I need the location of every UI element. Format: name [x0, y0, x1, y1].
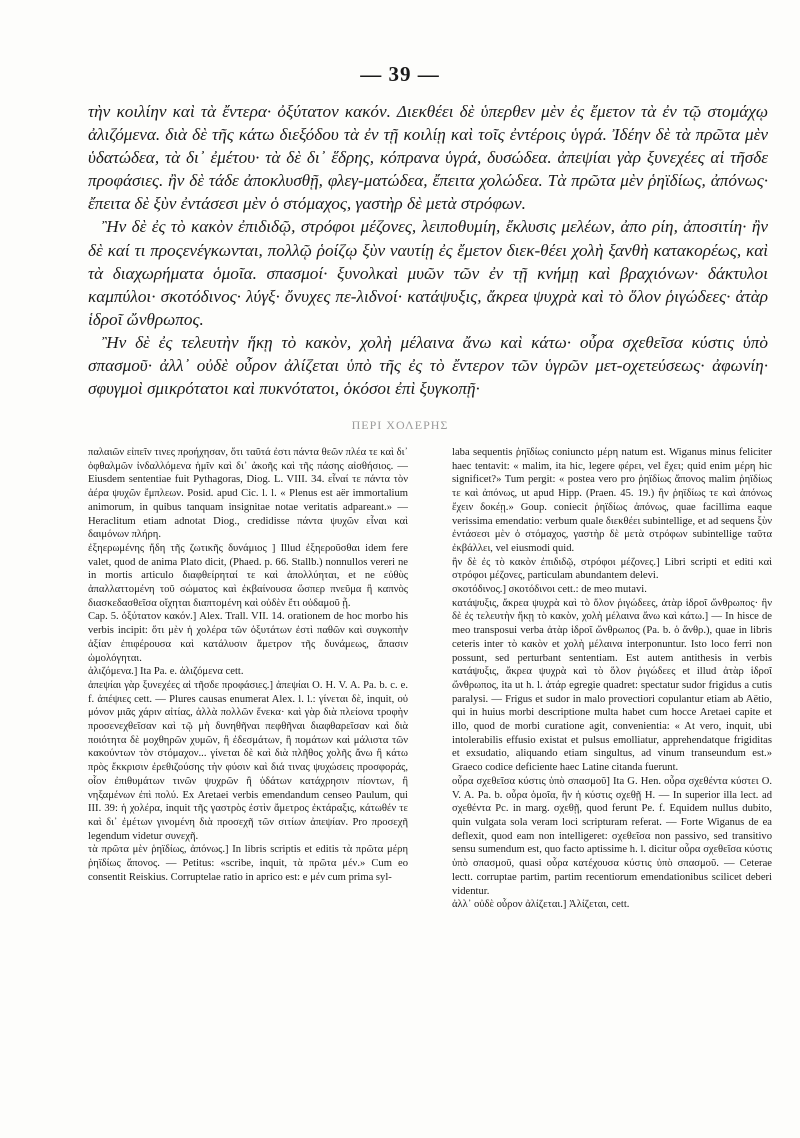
page-number: — 39 —	[360, 62, 440, 86]
note-paragraph: ἀπεψίαι γὰρ ξυνεχέες αἱ τῆσδε προφάσιες.] ἀπεψίαι O. H. V. A. Pa. b. c. e. f. ἀπέψιες cett. — Plures causas enumerat Alex. l. l.: γίνεται δὲ, inquit, οὐ μόνον μιᾶς χάριν αἰτίας, ἀλλὰ πολλῶν ἕνεκα· καὶ γὰρ διὰ πλείονα τροφὴν προσενεχθεῖσαν καὶ τῷ μὴ δυνηθῆναι πεφθῆναι διαφθαρεῖσαν καὶ διὰ ποιότητα δὲ μοχθηρῶν χυμῶν, ἢ ἐδεσμάτων, ἢ πομάτων καὶ μάλιστα τῶν κακούντων τὸν στόμαχον... γίνεται δὲ καὶ διὰ πλῆθος χολῆς ἄνω ἢ κάτω πρὸς ἔκκρισιν ἐρεθιζούσης τὴν φύσιν καὶ διά τινας ψυχώσεις προσφοράς, οἷον ἐπιθυμάτων τινῶν ψυχρῶν ἢ ὑδάτων κατάχρησιν πίοντων, ἢ νηξαμένων ἐπὶ πολύ. Ex Aretaei verbis emendandum censeo Paulum, qui III. 39: ἡ χολέρα, inquit τῆς γαστρὸς ἐστὶν ἄμετρος ἐκτάραξις, κάτωθέν τε καὶ δι᾽ ἐμέτων γινομένη διὰ προσεχῆ τῶν σιτίων ἀπεψίαν. Pro προσεχῆ legendum videtur συνεχῆ.	[88, 679, 408, 842]
note-paragraph: Cap. 5. ὀξύτατον κακόν.] Alex. Trall. VII. 14. orationem de hoc morbo his verbis incipit: ὅτι μὲν ἡ χολέρα τῶν ὀξυτάτων ἐστὶ παθῶν καὶ συγκοπὴν ἀξίαν ἐπιφέρουσα καὶ κατάλυσιν ἄμετρον τῆς δυνάμεως, ἅπασιν ὡμολόγηται.	[88, 611, 408, 664]
note-paragraph: οὖρα σχεθεῖσα κύστις ὑπὸ σπασμοῦ] Ita G. Hen. οὖρα σχεθέντα κύστει O. V. A. Pa. b. οὖρα ὁμοῖα, ἢν ἡ κύστις σχεθῇ H. — In superior illa lect. ad σχεθέντα Pc. in marg. σχεθῇ, quod ferunt Pe. f. Equidem nullus dubito, quin vulgata sola veram loci scripturam referat. — Forte Wiganus de ea deflexit, quod eam non intelligeret: σχεθεῖσα non passivo, sed transitivo sensu sumendum est, quo facto aptissime h. l. dicitur οὖρα σχεθεῖσα κύστις ὑπὸ σπασμοῦ, quasi οὖρα κατέχουσα κύστις ὑπὸ σπασμοῦ. — Ceterae lectt. corruptae partim, partim recentiorum emendationibus scilicet deberi videntur.	[452, 775, 772, 897]
main-greek-text	[88, 100, 768, 430]
note-paragraph: ἀλλ᾽ οὐδὲ οὖρον ἀλίζεται.] Ἀλίζεται, cett.	[452, 899, 630, 911]
main-paragraph: Ἢν δὲ ἐς τελευτὴν ἥκῃ τὸ κακὸν, χολὴ μέλαινα ἄνω καὶ κάτω· οὖρα σχεθεῖσα κύστις ὑπὸ σπασμοῦ· ἀλλ᾽ οὐδὲ οὖρον ἀλίζεται ὑπὸ τῆς ἐς τὸ ἔντερον τῶν ὑγρῶν μετ-οχετεύσεως· ἀφωνίη· σφυγμοὶ σμικρότατοι καὶ πυκνότατοι, ὁκόσοι ἐπὶ ξυγκοπῇ·	[88, 332, 768, 399]
note-paragraph: τὰ πρῶτα μὲν ῥηϊδίως, ἀπόνως.] In libris scriptis et editis τὰ πρῶτα μέρη ῥηϊδίως ἄπονος. — Petitus: «scribe, inquit, τὰ πρῶτα μέν.» Cum eo consentit Reiskius. Corruptelae ratio in aprico est: e μέν cum prima syl-	[88, 844, 408, 883]
note-paragraph: παλαιῶν εἰπεῖν τινες προήχησαν, ὅτι ταῦτά ἐστι πάντα θεῶν πλέα τε καὶ δι᾽ ὀφθαλμῶν ἰνδαλλόμενα ἡμῖν καὶ δι᾽ ἀκοῆς καὶ τῆς πάσης αἰσθήσιος. — Eiusdem sententiae fuit Pythagoras, Diog. L. VIII. 34. εἶναί τε πάντα τὸν ἀέρα ψυχῶν ἔμπλεων. Posid. apud Cic. l. l. « Plenus est aër immortalium animorum, in quibus tanquam insignitae notae veritatis adpareant.» — Heraclitum etiam adnotat Diog., credidisse πάντα ψυχῶν εἶναι καὶ δαιμόνων πλήρη.	[88, 447, 408, 541]
bleed-through-text: ΠΕΡΙ ΧΟΛΕΡΗΣ	[351, 418, 449, 432]
main-paragraph: Ἢν δὲ ἐς τὸ κακὸν ἐπιδιδῷ, στρόφοι μέζονες, λειποθυμίη, ἔκλυσις μελέων, ἀπο ρίη, ἀποσιτίη· ἢν δὲ καί τι προςενέγκωνται, πολλῷ ῥοίζῳ ξὺν ναυτίῃ ἐς ἔμετον διεκ-θέει χολὴ ξανθὴ κατακορέως, καὶ τὰ διαχωρήματα ὁμοῖα. σπασμοί· ξυνολκαὶ μυῶν τῶν ἐν τῇ κνήμῃ καὶ βραχιόνων· δάκτυλοι καμπύλοι· σκοτόδινος· λύγξ· ὄνυχες πε-λιδνοί· κατάψυξις, ἄκρεα ψυχρὰ καὶ τὸ ὅλον ῥιγώδεες· ἀτὰρ ἱδροῖ ὤνθρωπος.	[88, 217, 768, 329]
note-paragraph: ἢν δὲ ἐς τὸ κακὸν ἐπιδιδῷ, στρόφοι μέζονες.] Libri scripti et editi καὶ στρόφοι μέζονες, particulam abundantem delevi.	[452, 556, 772, 582]
note-paragraph: ἐξηερωμένης ἤδη τῆς ζωτικῆς δυνάμιος ] Illud ἐξηεροῦσθαι idem fere valet, quod de anima Plato dicit, (Phaed. p. 66. Stallb.) nonnullos vereri ne in mortis articulo διαφθείρηταί τε καὶ ἀπολλύηται, et ne εὐθὺς ἀπαλλαττομένη τοῦ σώματος καὶ ἐκβαίνουσα ὥσπερ πνεῦμα ἢ καπνὸς διασκεδασθεῖσα οἴχηται διαπτομένη καὶ οὐδὲν ἔτι οὐδαμοῦ ᾖ.	[88, 542, 408, 609]
main-paragraph: τὴν κοιλίην καὶ τὰ ἔντερα· ὀξύτατον κακόν. Διεκθέει δὲ ὑπερθεν μὲν ἐς ἔμετον τὰ ἐν τῷ στομάχῳ ἀλιζόμενα. διὰ δὲ τῆς κάτω διεξόδου τὰ ἐν τῇ κοιλίῃ καὶ τοῖς ἐντέροις ὑγρά. Ἰδέην δὲ τὰ πρῶτα μὲν ὑδατώδεα, τὰ δι᾽ ἐμέτου· τὰ δὲ δι᾽ ἕδρης, κόπρανα ὑγρά, δυσώδεα. ἀπεψίαι γὰρ ξυνεχέες αἱ τῆσδε προφάσιες. ἢν δὲ τάδε ἀποκλυσθῇ, φλεγ-ματώδεα, ἔπειτα χολώδεα. Τὰ πρῶτα μὲν ῥηϊδίως, ἀπόνως· ἔπειτα δὲ ξὺν ἐντάσεσι μὲν ὁ στόμαχος, γαστὴρ δὲ μετὰ στρόφων.	[88, 102, 768, 214]
notes-column-right	[452, 446, 772, 1126]
note-paragraph: κατάψυξις, ἄκρεα ψυχρὰ καὶ τὸ ὅλον ῥιγώδεες, ἀτὰρ ἱδροῖ ὤνθρωπος· ἢν δὲ ἐς τελευτὴν ἥκῃ τὸ κακὸν, χολὴ μέλαινα ἄνω καὶ κάτω.] — In hisce de meo transposui verba ἀτὰρ ἱδροῖ ὤνθρωπος (Pa. b. ὁ ἄνθρ.), quae in libris ceteris inter τὸ κακὸν et χολὴ μέλαινα interponuntur. Isto loco ferri non possunt, sed perturbant sententiam. Est autem antithesis in verbis κατάψυξις, ἄκρεα ψυχρὰ καὶ τὸ ὅλον ῥιγώδεες et illud ἀτὰρ ἱδροῖ ὤνθρωπος, ita ut h. l. ἀτάρ egregie quadret: spectatur sudor frigidus a cutis paralysi. — Frigus et sudor in malo provectiori copulantur etiam ab Aëtio, qui in huius morbi descriptione multa habet cum hocce Aretaei capite et illo, quod de morbi curatione agit, convenientia: « At vero, inquit, ubi intolerabilis effusio existat et pulsus emolliatur, apprehendatque frigiditas et exsudatio, aliquando etiam singultus, ad vinum transeundum est.» Graeco codice deficiente haec Latine citanda fuerunt.	[452, 597, 772, 774]
note-paragraph: σκοτόδινος.] σκοτόδινοι cett.: de meo mutavi.	[452, 584, 647, 596]
notes-column-left	[88, 446, 408, 1126]
note-paragraph: laba sequentis ῥηϊδίως coniuncto μέρη natum est. Wiganus minus feliciter haec tentavit: « malim, ita hic, legere φέρει, vel ἔχει; quid enim μέρη hic significet?» Tum pergit: « postea vero pro ῥηϊδίως ἄπονος malim ῥηϊδίως τε καὶ ἀπόνως, ut apud Hipp. (Praen. 45. 19.) ἢν ῥηϊδίως τε καὶ ἀπόνως ἔχειν δοκέῃ.» Goup. coniecit ῥηϊδίως ἀπόνως, quae facillima eaque verissima emendatio: verbum quale διεκθέει subintellige, et ad sequens ξὺν ἐντάσεσι μὲν ὁ στόμαχος, γαστὴρ δὲ μετὰ στρόφων subintellige ταῦτα ἐκβάλλει, vel eiusmodi quid.	[452, 447, 772, 554]
note-paragraph: ἀλιζόμενα.] Ita Pa. e. ἀλιζόμενα cett.	[88, 666, 244, 678]
